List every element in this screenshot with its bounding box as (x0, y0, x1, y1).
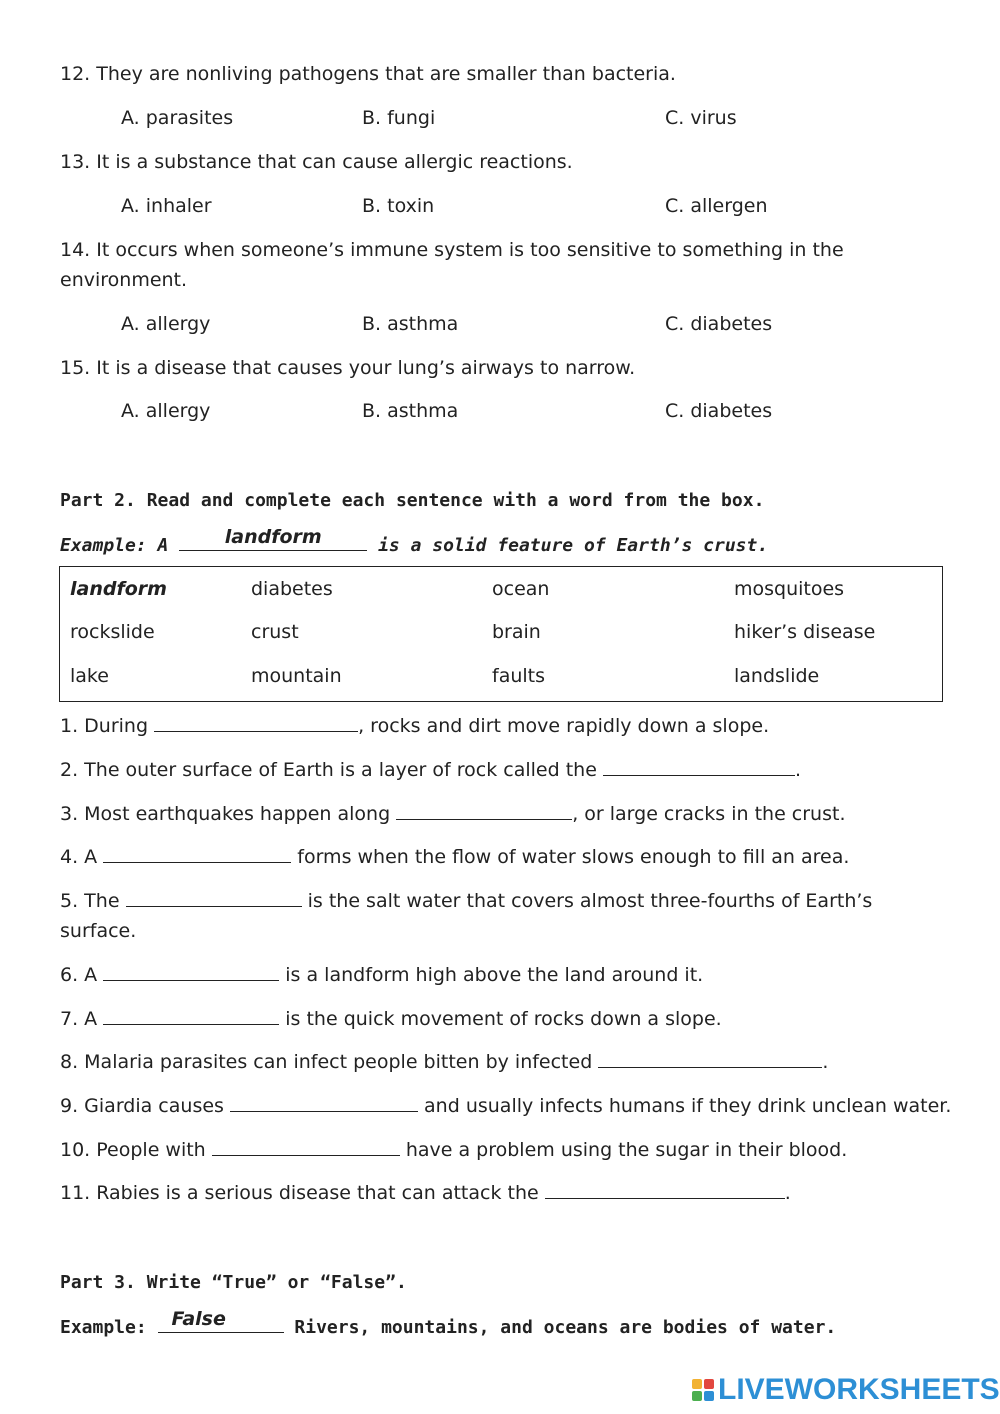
example-answer: landform (224, 526, 322, 548)
example-prefix: Example: (60, 1317, 147, 1338)
q12-option-a[interactable]: A. parasites (121, 107, 234, 129)
q14-option-b[interactable]: B. asthma (362, 313, 459, 335)
word-box-item: ocean (492, 578, 550, 600)
sentence-text: 4. A (60, 846, 98, 868)
answer-blank[interactable] (126, 890, 302, 907)
answer-blank[interactable] (545, 1182, 785, 1199)
part2-example (60, 526, 769, 556)
q13-option-c[interactable]: C. allergen (665, 195, 768, 217)
logo-grid-icon (692, 1379, 714, 1401)
sentence-text: 10. People with (60, 1139, 206, 1161)
word-box-item: hiker’s disease (734, 621, 876, 643)
sentence-1 (60, 715, 769, 737)
sentence-7 (60, 1008, 722, 1030)
example-answer: False (171, 1308, 226, 1330)
sentence-text: is a landform high above the land around it. (285, 964, 704, 986)
example-suffix: Rivers, mountains, and oceans are bodies of water. (294, 1317, 837, 1338)
sentence-2 (60, 759, 801, 781)
answer-blank[interactable] (103, 846, 291, 863)
sentence-11 (60, 1182, 791, 1204)
sentence-text: 9. Giardia causes (60, 1095, 224, 1117)
sentence-text: . (794, 759, 801, 781)
word-box-item: rockslide (70, 621, 155, 643)
word-box-item: landslide (734, 665, 820, 687)
question-14-line1: 14. It occurs when someone’s immune system is too sensitive to something in the (60, 239, 844, 261)
word-box (59, 566, 943, 702)
example-prefix: Example: A (60, 535, 169, 556)
q15-option-a[interactable]: A. allergy (121, 400, 211, 422)
sentence-text: is the quick movement of rocks down a slope. (285, 1008, 722, 1030)
sentence-text: 3. Most earthquakes happen along (60, 803, 391, 825)
answer-blank[interactable] (103, 964, 279, 981)
q13-option-a[interactable]: A. inhaler (121, 195, 212, 217)
example-suffix: is a solid feature of Earth’s crust. (378, 535, 769, 556)
word-box-item: brain (492, 621, 541, 643)
answer-blank[interactable] (603, 759, 795, 776)
word-box-item: mountain (251, 665, 342, 687)
word-box-item: landform (70, 578, 167, 600)
sentence-5-line2: surface. (60, 920, 137, 942)
word-box-item: faults (492, 665, 546, 687)
sentence-5 (60, 890, 872, 912)
sentence-9 (60, 1095, 951, 1117)
answer-blank[interactable] (154, 715, 358, 732)
question-13: 13. It is a substance that can cause allergic reactions. (60, 151, 573, 173)
word-box-item: diabetes (251, 578, 333, 600)
answer-blank[interactable] (396, 803, 572, 820)
q14-option-c[interactable]: C. diabetes (665, 313, 773, 335)
question-15: 15. It is a disease that causes your lung’s airways to narrow. (60, 357, 636, 379)
sentence-6 (60, 964, 703, 986)
sentence-text: , or large cracks in the crust. (572, 803, 846, 825)
sentence-text: 11. Rabies is a serious disease that can attack the (60, 1182, 539, 1204)
sentence-text: forms when the flow of water slows enough to fill an area. (297, 846, 850, 868)
sentence-text: 8. Malaria parasites can infect people bitten by infected (60, 1051, 593, 1073)
part3-example (60, 1308, 837, 1338)
word-box-item: mosquitoes (734, 578, 845, 600)
q12-option-c[interactable]: C. virus (665, 107, 737, 129)
word-box-item: crust (251, 621, 299, 643)
answer-blank[interactable] (230, 1095, 418, 1112)
sentence-text: 6. A (60, 964, 98, 986)
sentence-4 (60, 846, 849, 868)
sentence-text: . (784, 1182, 791, 1204)
example-blank (179, 526, 367, 551)
question-12: 12. They are nonliving pathogens that are smaller than bacteria. (60, 63, 676, 85)
word-box-item: lake (70, 665, 109, 687)
q15-option-b[interactable]: B. asthma (362, 400, 459, 422)
liveworksheets-logo (692, 1373, 1000, 1407)
example-blank (158, 1308, 284, 1333)
answer-blank[interactable] (212, 1139, 400, 1156)
sentence-text: 7. A (60, 1008, 98, 1030)
q13-option-b[interactable]: B. toxin (362, 195, 435, 217)
answer-blank[interactable] (103, 1008, 279, 1025)
question-14-line2: environment. (60, 269, 188, 291)
logo-text: LIVEWORKSHEETS (718, 1373, 1000, 1406)
sentence-text: 1. During (60, 715, 149, 737)
q14-option-a[interactable]: A. allergy (121, 313, 211, 335)
sentence-8 (60, 1051, 828, 1073)
sentence-text: have a problem using the sugar in their blood. (405, 1139, 848, 1161)
sentence-text: . (822, 1051, 829, 1073)
part2-heading: Part 2. Read and complete each sentence with a word from the box. (60, 490, 765, 511)
sentence-text: 5. The (60, 890, 120, 912)
sentence-text: and usually infects humans if they drink unclean water. (424, 1095, 952, 1117)
sentence-text: is the salt water that covers almost three-fourths of Earth’s (307, 890, 873, 912)
q15-option-c[interactable]: C. diabetes (665, 400, 773, 422)
q12-option-b[interactable]: B. fungi (362, 107, 436, 129)
sentence-text: 2. The outer surface of Earth is a layer of rock called the (60, 759, 597, 781)
sentence-3 (60, 803, 846, 825)
sentence-10 (60, 1139, 847, 1161)
sentence-text: , rocks and dirt move rapidly down a slope. (358, 715, 770, 737)
answer-blank[interactable] (598, 1051, 822, 1068)
part3-heading: Part 3. Write “True” or “False”. (60, 1272, 407, 1293)
